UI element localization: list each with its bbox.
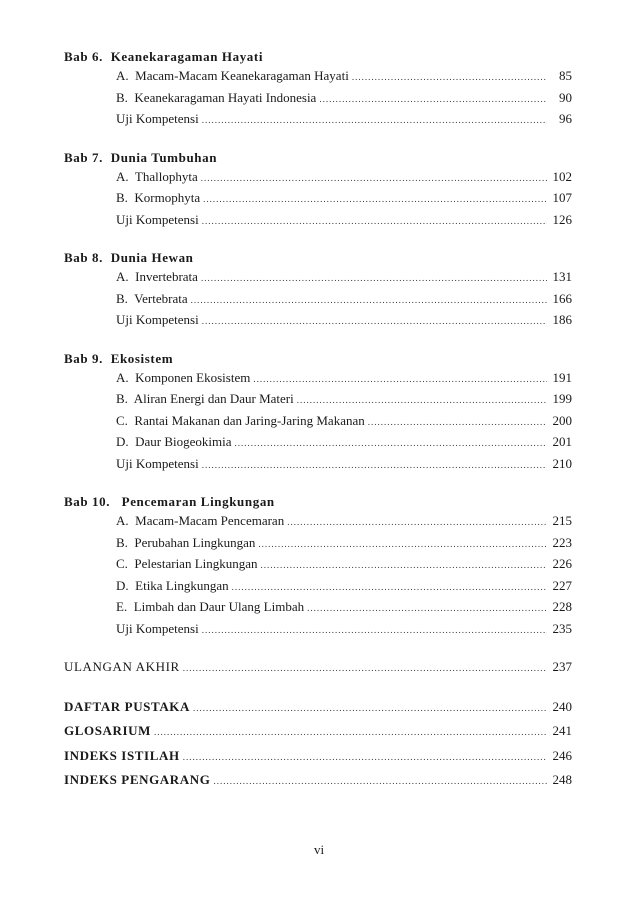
indeks-istilah-entry — [64, 746, 574, 768]
entry-label: DAFTAR PUSTAKA — [64, 698, 191, 714]
dot-leader — [307, 597, 547, 619]
back-matter — [64, 697, 574, 792]
dot-leader — [202, 619, 547, 641]
entry-page: 248 — [552, 772, 572, 787]
entry-label: A. Macam-Macam Keanekaragaman Hayati — [116, 68, 349, 83]
toc-entry — [64, 389, 574, 411]
entry-label: ULANGAN AKHIR — [64, 659, 180, 674]
entry-label: INDEKS PENGARANG — [64, 772, 211, 787]
entry-page: 85 — [559, 68, 572, 83]
entry-label: Uji Kompetensi — [116, 455, 199, 471]
ulangan-akhir-entry — [64, 657, 574, 679]
entry-page: 107 — [552, 190, 572, 205]
dot-leader — [154, 721, 547, 743]
entry-page: 210 — [552, 455, 572, 471]
dot-leader — [203, 188, 547, 210]
table-of-contents — [64, 47, 574, 795]
entry-label: Uji Kompetensi — [116, 620, 199, 636]
dot-leader — [235, 432, 547, 454]
toc-entry — [64, 88, 574, 110]
dot-leader — [232, 576, 547, 598]
chapter-title: Bab 6. Keanekaragaman Hayati — [64, 49, 264, 64]
dot-leader — [253, 368, 547, 390]
dot-leader — [183, 657, 547, 679]
section-spacer — [64, 679, 574, 697]
indeks-pengarang-entry — [64, 770, 574, 792]
dot-leader — [297, 389, 547, 411]
entry-label: D. Etika Lingkungan — [116, 577, 229, 593]
glosarium-entry — [64, 721, 574, 743]
entry-label: A. Thallophyta — [116, 168, 198, 184]
chapter-title: Bab 10. Pencemaran Lingkungan — [64, 494, 275, 509]
entry-page: 240 — [552, 698, 572, 714]
chapter-title: Bab 7. Dunia Tumbuhan — [64, 149, 218, 165]
entry-page: 227 — [552, 577, 572, 593]
dot-leader — [202, 310, 547, 332]
chapter-8 — [64, 248, 574, 332]
toc-entry — [64, 619, 574, 641]
toc-entry — [64, 511, 574, 533]
toc-entry — [64, 267, 574, 289]
entry-page: 126 — [552, 211, 572, 227]
toc-entry — [64, 576, 574, 598]
entry-page: 166 — [552, 290, 572, 306]
dot-leader — [202, 210, 547, 232]
dot-leader — [201, 267, 547, 289]
entry-page: 191 — [552, 369, 572, 385]
toc-entry — [64, 368, 574, 390]
dot-leader — [287, 511, 547, 533]
dot-leader — [183, 746, 547, 768]
entry-label: Uji Kompetensi — [116, 111, 199, 126]
entry-label: B. Kormophyta — [116, 190, 201, 205]
toc-entry — [64, 411, 574, 433]
entry-page: 241 — [552, 723, 572, 738]
toc-entry — [64, 432, 574, 454]
dot-leader — [201, 167, 547, 189]
entry-page: 215 — [552, 513, 572, 528]
entry-label: A. Invertebrata — [116, 269, 198, 284]
toc-entry — [64, 210, 574, 232]
entry-label: B. Perubahan Lingkungan — [116, 534, 256, 550]
dot-leader — [368, 411, 547, 433]
toc-entry — [64, 289, 574, 311]
entry-label: E. Limbah dan Daur Ulang Limbah — [116, 599, 305, 614]
entry-page: 131 — [552, 269, 572, 284]
entry-label: A. Macam-Macam Pencemaran — [116, 513, 285, 528]
entry-label: C. Rantai Makanan dan Jaring-Jaring Makanan — [116, 412, 365, 428]
chapter-title: Bab 8. Dunia Hewan — [64, 250, 194, 265]
toc-entry — [64, 188, 574, 210]
chapter-7 — [64, 148, 574, 232]
entry-label: A. Komponen Ekosistem — [116, 369, 251, 385]
chapter-9 — [64, 349, 574, 476]
entry-page: 96 — [559, 111, 572, 126]
chapter-6 — [64, 47, 574, 131]
dot-leader — [258, 533, 547, 555]
entry-label: Uji Kompetensi — [116, 211, 199, 227]
entry-page: 228 — [552, 599, 572, 614]
toc-entry — [64, 554, 574, 576]
chapter-title: Bab 9. Ekosistem — [64, 350, 174, 366]
entry-page: 226 — [552, 556, 572, 571]
entry-label: B. Aliran Energi dan Daur Materi — [116, 391, 294, 406]
entry-page: 102 — [552, 168, 572, 184]
entry-label: GLOSARIUM — [64, 723, 152, 738]
entry-label: D. Daur Biogeokimia — [116, 434, 232, 449]
dot-leader — [352, 66, 547, 88]
chapter-10 — [64, 492, 574, 640]
dot-leader — [202, 109, 547, 131]
entry-page: 237 — [552, 659, 572, 674]
dot-leader — [319, 88, 547, 110]
entry-label: INDEKS ISTILAH — [64, 747, 180, 763]
dot-leader — [193, 697, 547, 719]
toc-entry — [64, 533, 574, 555]
toc-entry — [64, 597, 574, 619]
toc-entry — [64, 66, 574, 88]
entry-label: Uji Kompetensi — [116, 312, 199, 327]
entry-label: B. Keanekaragaman Hayati Indonesia — [116, 89, 317, 105]
dot-leader — [213, 770, 547, 792]
entry-page: 200 — [552, 412, 572, 428]
entry-page: 246 — [552, 747, 572, 763]
entry-page: 199 — [552, 391, 572, 406]
entry-page: 235 — [552, 620, 572, 636]
toc-entry — [64, 454, 574, 476]
dot-leader — [191, 289, 547, 311]
toc-entry — [64, 310, 574, 332]
entry-page: 201 — [552, 434, 572, 449]
page-number: vi — [313, 842, 325, 857]
toc-entry — [64, 109, 574, 131]
dot-leader — [261, 554, 547, 576]
toc-entry — [64, 167, 574, 189]
entry-page: 223 — [552, 534, 572, 550]
entry-label: C. Pelestarian Lingkungan — [116, 556, 258, 571]
entry-label: B. Vertebrata — [116, 290, 188, 306]
dot-leader — [202, 454, 547, 476]
entry-page: 186 — [552, 312, 572, 327]
entry-page: 90 — [559, 89, 572, 105]
daftar-pustaka-entry — [64, 697, 574, 719]
